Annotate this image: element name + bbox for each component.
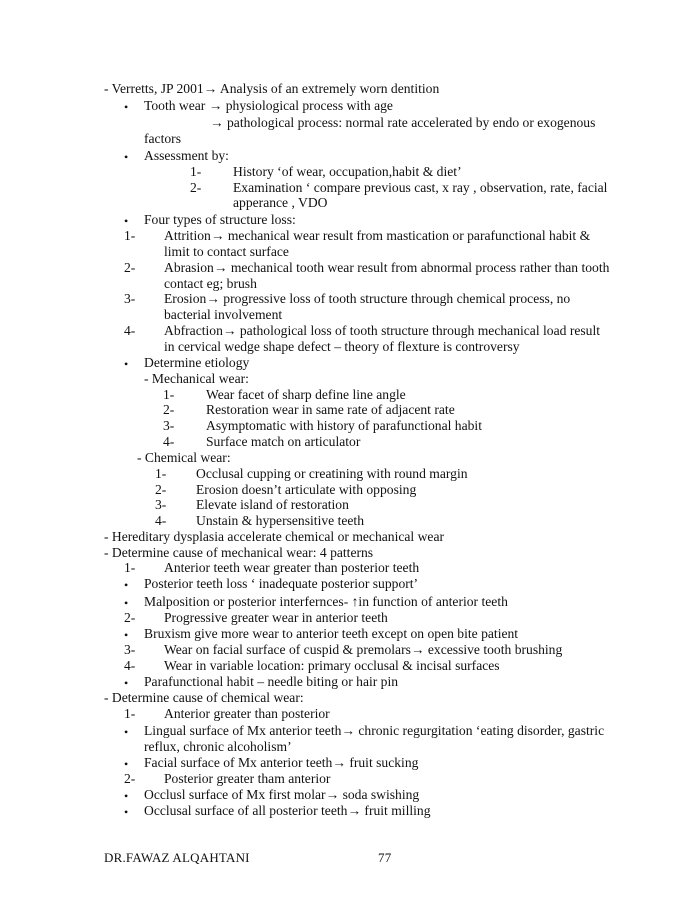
list-number: 2- — [163, 402, 175, 417]
text-line: Posterior greater tham anterior — [164, 771, 331, 786]
text-line: Abrasion→ mechanical tooth wear result from abnormal process rather than tooth — [164, 260, 610, 275]
text-line: Anterior teeth wear greater than posterior teeth — [164, 560, 420, 575]
text-line: Anterior greater than posterior — [164, 706, 330, 721]
list-number: 4- — [124, 658, 136, 673]
text-line: apperance , VDO — [233, 195, 328, 210]
list-number: 1- — [124, 228, 136, 243]
text-line: Restoration wear in same rate of adjacent rate — [206, 402, 455, 417]
text-line: Erosion doesn’t articulate with opposing — [196, 482, 417, 497]
list-number: 2- — [124, 771, 136, 786]
bullet-icon: • — [124, 578, 129, 592]
bullet-icon: • — [124, 214, 129, 228]
text-line: History ‘of wear, occupation,habit & diet’ — [233, 164, 462, 179]
list-number: 1- — [163, 387, 175, 402]
bullet-icon: • — [124, 676, 129, 690]
text-line: - Hereditary dysplasia accelerate chemical or mechanical wear — [104, 529, 445, 544]
list-number: 3- — [163, 418, 175, 433]
text-line: Parafunctional habit – needle biting or hair pin — [144, 674, 399, 689]
text-line: contact eg; brush — [164, 276, 257, 291]
text-line: bacterial involvement — [164, 307, 283, 322]
list-number: 1- — [124, 560, 136, 575]
footer-author: DR.FAWAZ ALQAHTANI — [104, 850, 250, 865]
list-number: 2- — [190, 180, 202, 195]
text-line: Surface match on articulator — [206, 434, 361, 449]
bullet-icon: • — [124, 596, 129, 610]
list-number: 3- — [124, 642, 136, 657]
text-line: Malposition or posterior interfernces- ↑in function of anterior teeth — [144, 594, 508, 609]
bullet-icon: • — [124, 805, 129, 819]
text-line: - Mechanical wear: — [144, 371, 249, 386]
list-number: 4- — [163, 434, 175, 449]
text-line: Occlusal cupping or creatining with round margin — [196, 466, 468, 481]
text-line: in cervical wedge shape defect – theory of flexture is controversy — [164, 339, 520, 354]
list-number: 3- — [155, 497, 167, 512]
text-line: Occlusl surface of Mx first molar→ soda swishing — [144, 787, 420, 802]
text-line: Wear facet of sharp define line angle — [206, 387, 406, 402]
text-line: Unstain & hypersensitive teeth — [196, 513, 364, 528]
text-line: - Verretts, JP 2001→ Analysis of an extremely worn dentition — [104, 81, 440, 96]
text-line: Tooth wear → physiological process with age — [144, 98, 393, 113]
text-line: Elevate island of restoration — [196, 497, 349, 512]
list-number: 1- — [155, 466, 167, 481]
text-line: Bruxism give more wear to anterior teeth except on open bite patient — [144, 626, 519, 641]
text-line: - Chemical wear: — [137, 450, 231, 465]
list-number: 4- — [155, 513, 167, 528]
text-line: Attrition→ mechanical wear result from mastication or parafunctional habit & — [164, 228, 591, 243]
bullet-icon: • — [124, 100, 129, 114]
text-line: Lingual surface of Mx anterior teeth→ chronic regurgitation ‘eating disorder, gastric — [144, 723, 605, 738]
bullet-icon: • — [124, 757, 129, 771]
text-line: Progressive greater wear in anterior teeth — [164, 610, 388, 625]
text-line: - Determine cause of mechanical wear: 4 patterns — [104, 545, 374, 560]
list-number: 2- — [155, 482, 167, 497]
bullet-icon: • — [124, 789, 129, 803]
text-line: → pathological process: normal rate accelerated by endo or exogenous — [210, 115, 596, 130]
page-number: 77 — [378, 850, 392, 865]
text-line: Wear on facial surface of cuspid & premolars→ excessive tooth brushing — [164, 642, 563, 657]
bullet-icon: • — [124, 628, 129, 642]
text-line: Posterior teeth loss ‘ inadequate posterior support’ — [144, 576, 419, 591]
text-line: Determine etiology — [144, 355, 250, 370]
text-line: limit to contact surface — [164, 244, 289, 259]
text-line: Asymptomatic with history of parafunctional habit — [206, 418, 482, 433]
text-line: Erosion→ progressive loss of tooth structure through chemical process, no — [164, 291, 571, 306]
text-line: Wear in variable location: primary occlusal & incisal surfaces — [164, 658, 500, 673]
text-line: Occlusal surface of all posterior teeth→ fruit milling — [144, 803, 431, 818]
bullet-icon: • — [124, 150, 129, 164]
text-line: - Determine cause of chemical wear: — [104, 690, 304, 705]
text-line: Facial surface of Mx anterior teeth→ fruit sucking — [144, 755, 419, 770]
list-number: 3- — [124, 291, 136, 306]
text-line: Four types of structure loss: — [144, 212, 296, 227]
text-line: factors — [144, 131, 181, 146]
text-line: reflux, chronic alcoholism’ — [144, 739, 292, 754]
list-number: 1- — [190, 164, 202, 179]
text-line: Abfraction→ pathological loss of tooth structure through mechanical load result — [164, 323, 601, 338]
list-number: 2- — [124, 610, 136, 625]
text-line: Examination ‘ compare previous cast, x ray , observation, rate, facial — [233, 180, 608, 195]
bullet-icon: • — [124, 725, 129, 739]
list-number: 4- — [124, 323, 136, 338]
bullet-icon: • — [124, 357, 129, 371]
list-number: 1- — [124, 706, 136, 721]
list-number: 2- — [124, 260, 136, 275]
text-line: Assessment by: — [144, 148, 229, 163]
